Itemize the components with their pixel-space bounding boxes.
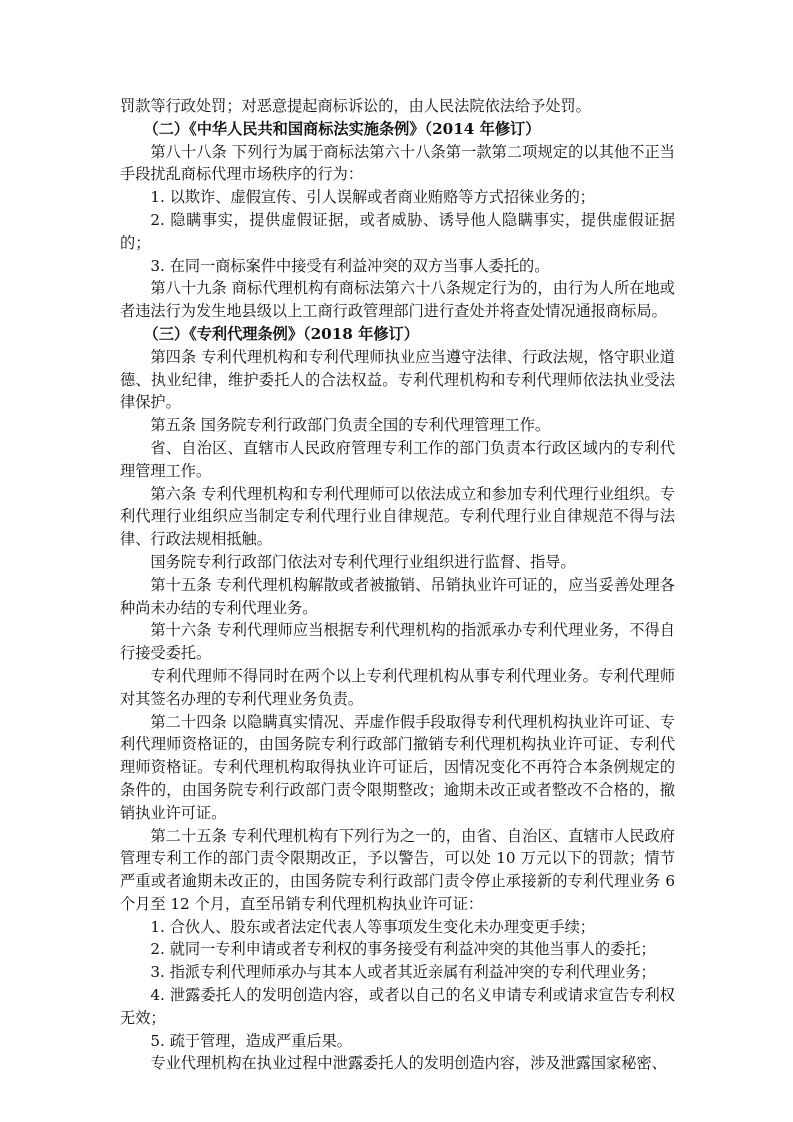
list-item: 2. 就同一专利申请或者专利权的事务接受有利益冲突的其他当事人的委托； <box>150 940 656 959</box>
paragraph: 第十六条 专利代理师应当根据专利代理机构的指派承办专利代理业务，不得自行接受委托。 <box>120 621 675 663</box>
list-item: 3. 指派专利代理师承办与其本人或者其近亲属有利益冲突的专利代理业务； <box>150 963 656 982</box>
section-heading: （三）《专利代理条例》（2018 年修订） <box>143 324 419 343</box>
paragraph: 第六条 专利代理机构和专利代理师可以依法成立和参加专利代理行业组织。专利代理行业组织应当制定专利代理行业自律规范。专利代理行业自律规范不得与法律、行政法规相抵触。 <box>120 484 675 549</box>
paragraph: 第五条 国务院专利行政部门负责全国的专利代理管理工作。 <box>150 416 551 435</box>
list-item: 4. 泄露委托人的发明创造内容，或者以自己的名义申请专利或请求宣告专利权无效； <box>120 986 675 1027</box>
paragraph: 第二十四条 以隐瞒真实情况、弄虚作假手段取得专利代理机构执业许可证、专利代理师资格证的，由国务院专利行政部门撤销专利代理机构执业许可证、专利代理师资格证。专利代理机构取得执业许可证后，因情况变化不再符合本条例规定的条件的，由国务院专利行政部门责令限期整改；逾期未改正或者整改不合格的，撤销执业许可证。 <box>120 712 675 822</box>
paragraph: 省、自治区、直辖市人民政府管理专利工作的部门负责本行政区域内的专利代理管理工作。 <box>120 438 675 480</box>
paragraph: 罚款等行政处罚；对恶意提起商标诉讼的，由人民法院依法给予处罚。 <box>120 97 591 115</box>
paragraph: 第四条 专利代理机构和专利代理师执业应当遵守法律、行政法规，恪守职业道德、执业纪律，维护委托人的合法权益。专利代理机构和专利代理师依法执业受法律保护。 <box>120 347 675 412</box>
paragraph: 第十五条 专利代理机构解散或者被撤销、吊销执业许可证的，应当妥善处理各种尚未办结的专利代理业务。 <box>120 575 675 617</box>
section-heading: （二）《中华人民共和国商标法实施条例》（2014 年修订） <box>143 119 541 138</box>
paragraph: 专业代理机构在执业过程中泄露委托人的发明创造内容，涉及泄露国家秘密、 <box>150 1054 667 1073</box>
list-item: 1. 合伙人、股东或者法定代表人等事项发生变化未办理变更手续； <box>150 917 595 936</box>
list-item: 3. 在同一商标案件中接受有利益冲突的双方当事人委托的。 <box>150 256 550 275</box>
document-body <box>120 95 675 1075</box>
list-item: 1. 以欺诈、虚假宣传、引人误解或者商业贿赂等方式招徕业务的； <box>150 188 595 207</box>
paragraph: 第二十五条 专利代理机构有下列行为之一的，由省、自治区、直辖市人民政府管理专利工作的部门责令限期改正，予以警告，可以处 10 万元以下的罚款；情节严重或者逾期未改正的，由国务院专利行政部门责令停止承接新的专利代理业务 6 个月至 12 个月，直至吊销专利代理机构执业许可证： <box>120 826 675 913</box>
paragraph: 第八十九条 商标代理机构有商标法第六十八条规定行为的，由行为人所在地或者违法行为发生地县级以上工商行政管理部门进行查处并将查处情况通报商标局。 <box>120 279 675 321</box>
paragraph: 国务院专利行政部门依法对专利代理行业组织进行监督、指导。 <box>150 552 576 571</box>
paragraph: 专利代理师不得同时在两个以上专利代理机构从事专利代理业务。专利代理师对其签名办理的专利代理业务负责。 <box>120 666 675 708</box>
list-item: 2. 隐瞒事实，提供虚假证据，或者威胁、诱导他人隐瞒事实，提供虚假证据的； <box>120 210 675 252</box>
paragraph: 第八十八条 下列行为属于商标法第六十八条第一款第二项规定的以其他不正当手段扰乱商标代理市场秩序的行为： <box>120 142 675 184</box>
list-item: 5. 疏于管理，造成严重后果。 <box>150 1031 352 1050</box>
